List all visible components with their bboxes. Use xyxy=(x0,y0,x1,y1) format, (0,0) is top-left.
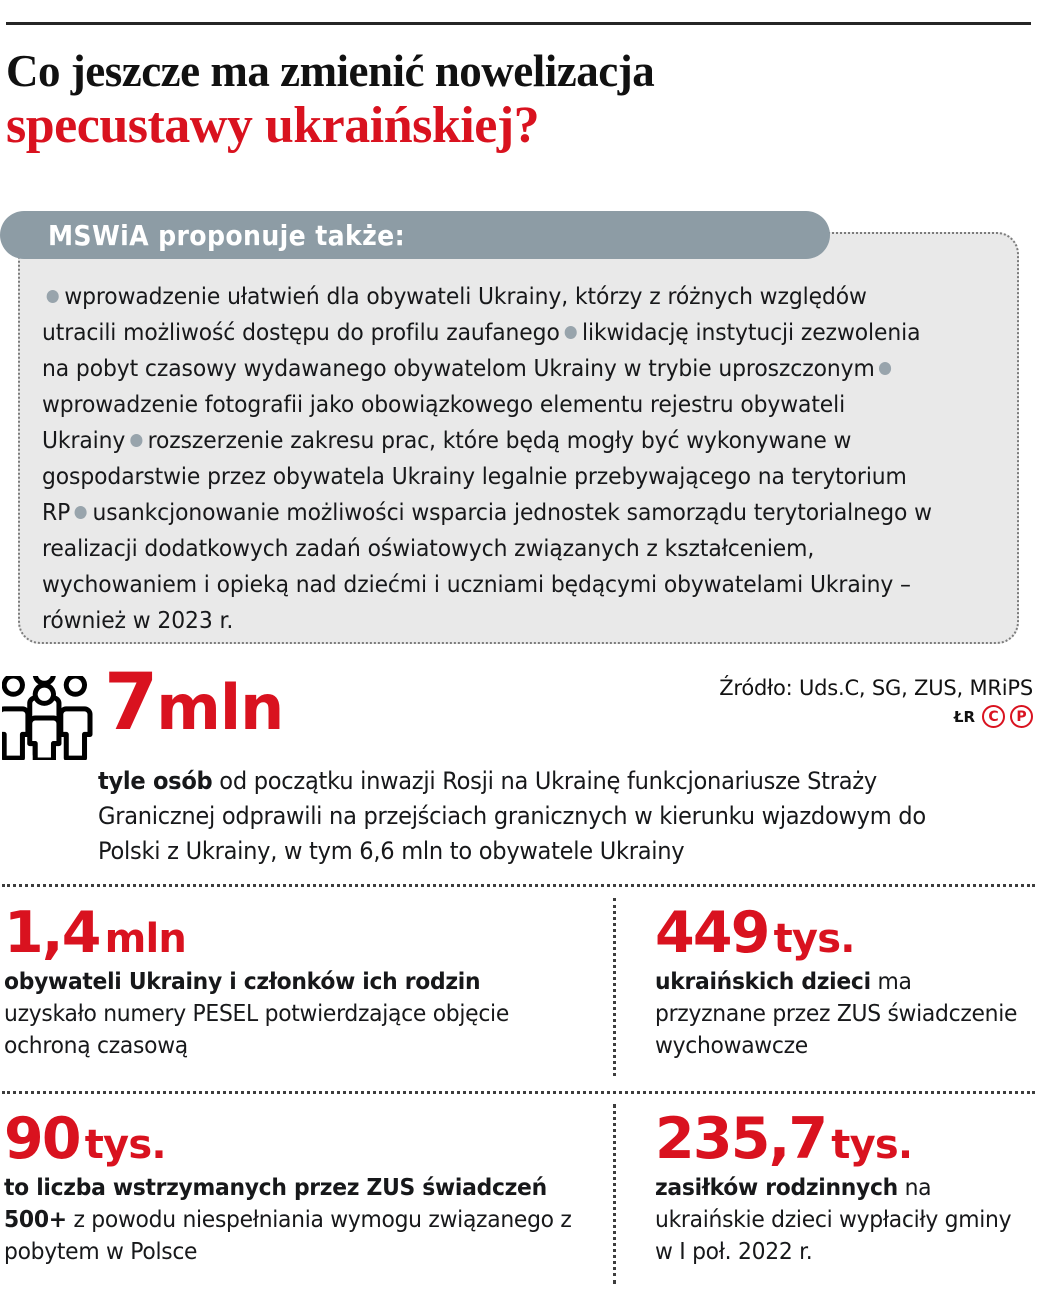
hero-stat xyxy=(0,658,1037,865)
stat-rest: ma przyznane przez ZUS świadczenie wychowawcze xyxy=(655,969,1018,1060)
bullet-dot-icon xyxy=(564,326,576,339)
bullet-dot-icon xyxy=(47,290,59,303)
proposal-banner-label: MSWiA proponuje także: xyxy=(48,218,406,252)
stat-unit: tys. xyxy=(773,916,855,962)
page-title xyxy=(6,48,1026,153)
stat-lead: obywateli Ukrainy i członków ich rodzin xyxy=(4,969,481,996)
stat-card-suspended-500plus xyxy=(4,1106,604,1268)
vertical-divider-2 xyxy=(613,1104,616,1284)
stat-card-family-allowance xyxy=(655,1106,1037,1268)
stat-unit: tys. xyxy=(84,1122,166,1168)
stat-value xyxy=(4,1106,604,1172)
stat-lead: zasiłków rodzinnych xyxy=(655,1175,898,1202)
group-of-people-icon xyxy=(2,676,94,760)
stat-lead: ukraińskich dzieci xyxy=(655,969,871,996)
stat-description xyxy=(4,1172,574,1268)
bullet-dot-icon xyxy=(75,506,87,519)
headline-line-1: Co jeszcze ma zmienić nowelizacja xyxy=(6,46,655,96)
source-text: Źródło: Uds.C, SG, ZUS, MRiPS xyxy=(719,676,1033,700)
proposal-item: wprowadzenie ułatwień dla obywateli Ukrainy, którzy z różnych względów utracili możliwość dostępu do profilu zaufanego xyxy=(42,282,867,346)
stat-number: 1,4 xyxy=(4,900,100,966)
top-divider-rule xyxy=(6,22,1031,25)
stat-card-pesel xyxy=(4,900,604,1062)
proposal-items-text xyxy=(42,278,935,638)
proposal-item: likwidację instytucji zezwolenia na pobyt czasowy wydawanego obywatelom Ukrainy w trybie uproszczonym xyxy=(42,318,921,382)
hero-stat-number: 7 xyxy=(104,658,157,748)
proposal-item: rozszerzenie zakresu prac, które będą mogły być wykonywane w gospodarstwie przez obywatela Ukrainy legalnie przebywającego na terytorium RP xyxy=(42,426,907,526)
proposal-item: wprowadzenie fotografii jako obowiązkowego elementu rejestru obywateli Ukrainy xyxy=(42,390,846,454)
stat-value xyxy=(655,900,1037,966)
stat-value xyxy=(4,900,604,966)
stat-card-children-benefit xyxy=(655,900,1037,1062)
bullet-dot-icon xyxy=(879,362,891,375)
bullet-dot-icon xyxy=(130,434,142,447)
author-initials: ŁR xyxy=(953,707,975,726)
stat-lead: to liczba wstrzymanych przez ZUS świadczeń 500+ xyxy=(4,1175,547,1234)
hero-stat-description xyxy=(98,764,982,869)
horizontal-divider-2 xyxy=(2,1091,1035,1094)
stat-description xyxy=(655,966,1018,1062)
stat-unit: mln xyxy=(104,916,187,962)
stat-value xyxy=(655,1106,1037,1172)
stat-description xyxy=(4,966,574,1062)
hero-stat-lead: tyle osób xyxy=(98,767,213,795)
proposal-banner xyxy=(0,211,830,259)
stat-rest: uzyskało numery PESEL potwierdzające objęcie ochroną czasową xyxy=(4,1001,509,1060)
headline-line-2: specustawy ukraińskiej? xyxy=(6,96,540,154)
published-mark-icon: P xyxy=(1010,705,1033,728)
vertical-divider-1 xyxy=(613,898,616,1076)
stat-rest: z powodu niespełniania wymogu związanego z pobytem w Polsce xyxy=(4,1207,572,1266)
stat-number: 235,7 xyxy=(655,1106,827,1172)
stat-description xyxy=(655,1172,1018,1268)
hero-stat-value xyxy=(104,658,284,748)
hero-stat-unit: mln xyxy=(156,671,284,744)
proposal-item: usankcjonowanie możliwości wsparcia jednostek samorządu terytorialnego w realizacji dodatkowych zadań oświatowych związanych z kształceniem, wychowaniem i opieką nad dziećmi i uczniami będącymi obywatelami Ukrainy – również w 2023 r. xyxy=(42,498,932,634)
stat-unit: tys. xyxy=(831,1122,913,1168)
hero-stat-row xyxy=(0,658,1037,760)
stat-number: 90 xyxy=(4,1106,80,1172)
hero-stat-rest: od początku inwazji Rosji na Ukrainę funkcjonariusze Straży Granicznej odprawili na przejściach granicznych w kierunku wjazdowym do Polski z Ukrainy, w tym 6,6 mln to obywatele Ukrainy xyxy=(98,767,926,865)
horizontal-divider-1 xyxy=(2,884,1035,887)
copyright-icon: C xyxy=(982,705,1005,728)
stat-rest: na ukraińskie dzieci wypłaciły gminy w I poł. 2022 r. xyxy=(655,1175,1012,1266)
stat-number: 449 xyxy=(655,900,769,966)
